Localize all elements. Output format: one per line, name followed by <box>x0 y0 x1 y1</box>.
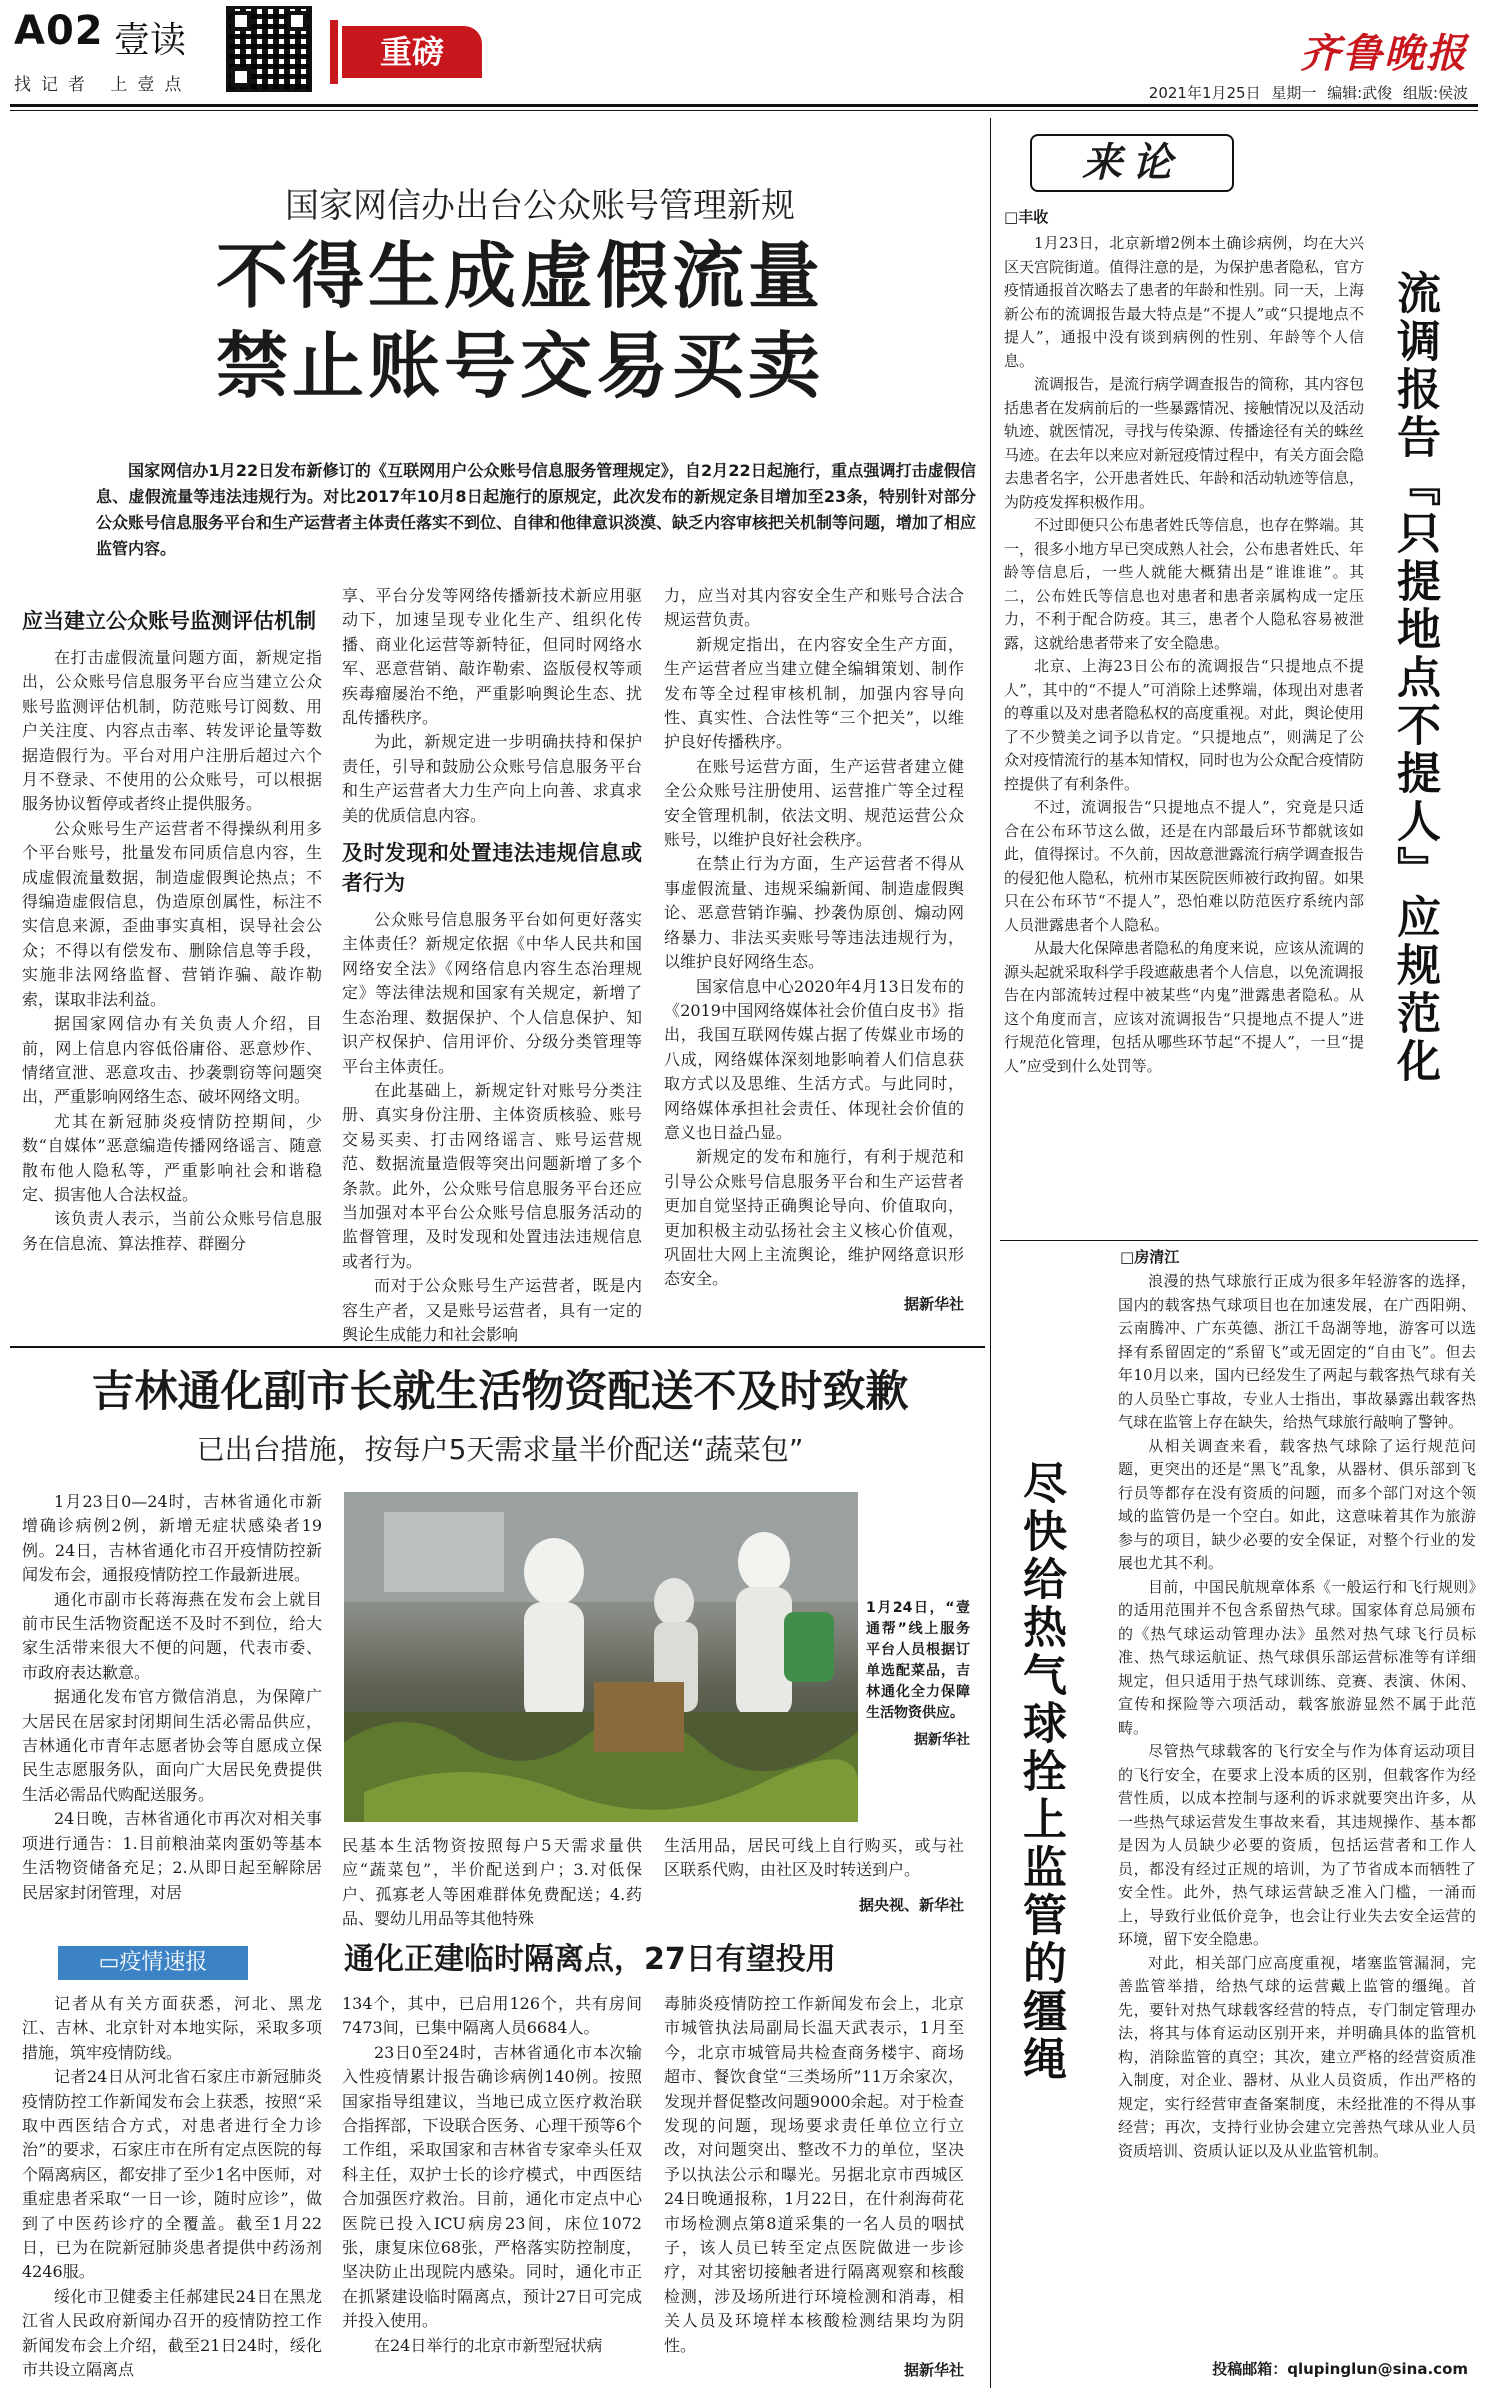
lead-headline-1: 不得生成虚假流量 <box>215 234 824 318</box>
paragraph: 浪漫的热气球旅行正成为很多年轻游客的选择，国内的载客热气球项目也在加速发展，在广西阳朔、云南腾冲、广东英德、浙江千岛湖等地，游客可以选择有系留固定的“系留飞”或无固定的“自由飞”。但去年10月以来，国内已经发生了两起与载客热气球有关的人员坠亡事故，专业人士指出，事故暴露出载客热气球在监管上存在缺失，给热气球旅行敲响了警钟。 <box>1118 1272 1476 1431</box>
paragraph: 公众账号生产运营者不得操纵利用多个平台账号，批量发布同质信息内容，生成虚假流量数据，制造虚假舆论热点；不得编造虚假信息，伪造原创属性，标注不实信息来源，歪曲事实真相，误导社会公众；不得以有偿发布、删除信息等手段，实施非法网络监督、营销诈骗、敲诈勒索，谋取非法利益。 <box>22 818 322 1009</box>
paragraph: 毒肺炎疫情防控工作新闻发布会上，北京市城管执法局副局长温天武表示，1月至今，北京市城管局共检查商务楼宇、商场超市、餐饮食堂“三类场所”11万余家次，发现并督促整改问题9000余起。对于检查发现的问题，现场要求责任单位立行立改，对问题突出、整改不力的单位，坚决予以执法公示和曝光。另据北京市西城区24日晚通报称，1月22日，在什刹海荷花市场检测点第8道采集的一名人员的咽拭子，该人员已转至定点医院做进一步诊疗，对其密切接触者进行隔离观察和核酸检测，涉及场所进行环境检测和消毒，相关人员及环境样本核酸检测结果均为阴性。 <box>664 1994 964 2355</box>
paragraph: 为此，新规定进一步明确扶持和保护责任，引导和鼓励公众账号信息服务平台和生产运营者大力生产向上向善、求真求美的优质信息内容。 <box>342 732 642 825</box>
news-icon: ▭ <box>98 1950 120 1975</box>
author-name: 房清江 <box>1134 1248 1180 1266</box>
paragraph: 在禁止行为方面，生产运营者不得从事虚假流量、违规采编新闻、制造虚假舆论、恶意营销诈骗、抄袭伪原创、煽动网络暴力、非法买卖账号等违法违规行为，以维护良好网络生态。 <box>664 854 964 972</box>
section-tagline: 找记者 上壹点 <box>14 75 192 95</box>
paragraph: 力，应当对其内容安全生产和账号合法合规运营负责。 <box>664 586 964 630</box>
box-icon: □ <box>1004 208 1019 226</box>
epidemic-credit: 据新华社 <box>903 2361 964 2380</box>
opinion-title-2: 尽快给热气球拴上监管的缰绳 <box>1015 1460 1066 2084</box>
paragraph: 1月23日0—24时，吉林省通化市新增确诊病例2例，新增无症状感染者19例。24日，吉林省通化市召开疫情防控新闻发布会，通报疫情防控工作最新进展。 <box>22 1492 322 1585</box>
paragraph: 记者从有关方面获悉，河北、黑龙江、吉林、北京针对本地实际，采取多项措施，筑牢疫情防线。 <box>22 1994 322 2062</box>
paragraph: 尤其在新冠肺炎疫情防控期间，少数“自媒体”恶意编造传播网络谣言、随意散布他人隐私等，严重影响社会和谐稳定、损害他人合法权益。 <box>22 1111 322 1204</box>
opinion-title-1: 流调报告『只提地点不提人』应规范化 <box>1389 270 1440 1086</box>
section-name: 壹读 <box>114 20 187 61</box>
epidemic-label <box>58 1946 248 1980</box>
box-icon: □ <box>1120 1248 1135 1266</box>
lead-summary: 国家网信办1月22日发布新修订的《互联网用户公众账号信息服务管理规定》，自2月22日起施行，重点强调打击虚假信息、虚假流量等违法违规行为。对比2017年10月8日起施行的原规定，此次发布的新规定条目增加至23条，特别针对部分公众账号信息服务平台和生产运营者主体责任落实不到位、自律和他律意识淡漠、缺乏内容审核把关机制等问题，增加了相应监管内容。 <box>96 461 977 558</box>
caption-credit: 据新华社 <box>914 1732 970 1748</box>
paragraph: 绥化市卫健委主任郝建民24日在黑龙江省人民政府新闻办召开的疫情防控工作新闻发布会上介绍，截至21日24时，绥化市共设立隔离点 <box>22 2286 322 2380</box>
lead-headline-2: 禁止账号交易买卖 <box>215 324 824 408</box>
paragraph: 23日0至24时，吉林省通化市本次输入性疫情累计报告确诊病例140例。按照国家指导组建议，当地已成立医疗救治联合指挥部，下设联合医务、心理干预等6个工作组，采取国家和吉林省专家牵头任双科主任，双护士长的诊疗模式，中西医结合加强医疗救治。目前，通化市定点中心医院已投入ICU病房23间，床位1072张，康复床位68张，严格落实防控制度，坚决防止出现院内感染。同时，通化市正在抓紧建设临时隔离点，预计27日可完成并投入使用。 <box>342 2042 642 2331</box>
epidemic-label-text: 疫情速报 <box>119 1950 208 1975</box>
paragraph: 不过，流调报告“只提地点不提人”，究竟是只适合在公布环节这么做，还是在内部最后环节都就该如此，值得探讨。不久前，因故意泄露流行病学调查报告的侵犯他人隐私，杭州市某医院医师被行政拘留。如果只在公布环节“不提人”，恐怕难以防范医疗系统内部人员泄露患者个人隐私。 <box>1004 798 1365 934</box>
paragraph: 北京、上海23日公布的流调报告“只提地点不提人”，其中的“不提人”可消除上述弊端，体现出对患者的尊重以及对患者隐私权的高度重视。对此，舆论使用了不少赞美之词予以肯定。“只提地点”，则满足了公众对疫情流行的基本知情权，同时也为公众配合疫情防控提供了有利条件。 <box>1004 657 1365 793</box>
paragraph: 民基本生活物资按照每户5天需求量供应“蔬菜包”，半价配送到户；3.对低保户、孤寡老人等困难群体免费配送；4.药品、婴幼儿用品等其他特殊 <box>342 1836 642 1929</box>
epidemic-column-2 <box>342 1992 642 2358</box>
opinion-divider <box>1000 1240 1478 1241</box>
paragraph: 从相关调查来看，载客热气球除了运行规范问题，更突出的还是“黑飞”乱象，从器材、俱乐部到飞行员等都存在没有资质的问题，而多个部门对这个领域的监管仍是一个空白。如此，这意味着其作为旅游参与的项目，缺少必要的安全保证，对整个行业的发展也尤其不利。 <box>1118 1436 1476 1572</box>
lead-column-2 <box>342 584 642 1347</box>
paragraph: 24日晚，吉林省通化市再次对相关事项进行通告：1.目前粮油菜肉蛋奶等基本生活物资储备充足；2.从即日起至解除居民居家封闭管理，对居 <box>22 1809 322 1902</box>
paragraph: 生活用品，居民可线上自行购买，或与社区联系代购，由社区及时转送到户。 <box>664 1836 964 1880</box>
paragraph: 在24日举行的北京市新型冠状病 <box>374 2335 603 2355</box>
paragraph: 在账号运营方面，生产运营者建立健全公众账号注册使用、运营推广等全过程安全管理机制，依法文明、规范运营公众账号，以维护良好社会秩序。 <box>664 756 964 850</box>
paragraph: 通化市副市长蒋海燕在发布会上就目前市民生活物资配送不及时不到位，给大家生活带来很大不便的问题，代表市委、市政府表达歉意。 <box>22 1589 322 1682</box>
caption-text: 1月24日，“壹通帮”线上服务平台人员根据订单选配菜品，吉林通化全力保障生活物资供应。 <box>866 1600 970 1721</box>
paragraph: 据国家网信办有关负责人介绍，目前，网上信息内容低俗庸俗、恶意炒作、情绪宣泄、恶意攻击、抄袭剽窃等问题突出，严重影响网络生态、破坏网络文明。 <box>22 1014 322 1107</box>
photo-caption <box>866 1598 970 1751</box>
epidemic-column-3 <box>664 1992 964 2383</box>
lead-column-1 <box>22 596 322 1256</box>
opinion-article-2 <box>1118 1270 1476 2163</box>
paragraph: 尽管热气球载客的飞行安全与作为体育运动项目的飞行安全，在要求上没本质的区别，但载客作为经营性质，以成本控制与逐利的诉求就要突出许多，从一些热气球运营发生事故来看，其违规操作、基本都是因为人员缺少必要的资质，包括运营者和工作人员，都没有经过正规的培训，为了节省成本而牺牲了安全性。此外，热气球运营缺乏准入门槛，一涌而上，导致行业低价竞争，也会让行业失去安全运营的环境，留下安全隐患。 <box>1118 1742 1476 1948</box>
jilin-photo <box>344 1492 858 1822</box>
paragraph: 记者24日从河北省石家庄市新冠肺炎疫情防控工作新闻发布会上获悉，按照“采取中西医结合方式，对患者进行全力诊治”的要求，石家庄市在所有定点医院的每个隔离病区，都安排了至少1名中医师，对重症患者采取“一日一诊，随时应诊”，做到了中医药诊疗的全覆盖。截至1月22日，已为在院新冠肺炎患者提供中药汤剂4246服。 <box>22 2067 322 2282</box>
paragraph: 从最大化保障患者隐私的角度来说，应该从流调的源头起就采取科学手段遮蔽患者个人信息，以免流调报告在内部流转过程中被某些“内鬼”泄露患者隐私。从这个角度而言，应该对流调报告“只提地点不提人”进行规范化管理，包括从哪些环节起“不提人”，一旦“提人”应受到什么处罚等。 <box>1004 939 1365 1075</box>
jilin-credit: 据央视、新华社 <box>858 1895 964 1914</box>
paragraph: 134个，其中，已启用126个，共有房间7473间，已集中隔离人员6684人。 <box>342 1994 642 2038</box>
paragraph: 在打击虚假流量问题方面，新规定指出，公众账号信息服务平台应当建立公众账号监测评估机制，防范账号订阅数、用户关注度、内容点击率、转发评论量等数据造假行为。平台对用户注册后超过六个月不登录、不使用的公众账号，可以根据服务协议暂停或者终止提供服务。 <box>22 648 322 814</box>
jilin-column-2 <box>342 1834 642 1932</box>
newspaper-logo: 齐鲁晚报 <box>1300 31 1468 77</box>
section-tag: 重磅 <box>342 26 482 78</box>
jilin-subhead: 已出台措施，按每户5天需求量半价配送“蔬菜包” <box>196 1433 804 1466</box>
epidemic-column-1 <box>22 1992 322 2383</box>
paragraph: 不过即便只公布患者姓氏等信息，也存在弊端。其一，很多小地方早已突成熟人社会，公布患者姓氏、年龄等信息后，一些人就能大概猜出是“谁谁谁”。其二，公布姓氏等信息也对患者和患者亲属构成一定压力，不利于配合防疫。其三，患者个人隐私容易被泄露，这就给患者带来了安全隐患。 <box>1004 516 1365 652</box>
page-number: A02 <box>14 8 104 54</box>
paragraph: 该负责人表示，当前公众账号信息服务在信息流、算法推荐、群圈分 <box>22 1209 322 1253</box>
lead-subhead-2: 及时发现和处置违法违规信息或者行为 <box>342 841 642 896</box>
jilin-column-1 <box>22 1490 322 1905</box>
jilin-headline: 吉林通化副市长就生活物资配送不及时致歉 <box>91 1367 909 1417</box>
header-rule <box>10 104 1478 107</box>
paragraph: 目前，中国民航规章体系《一般运行和飞行规则》的适用范围并不包含系留热气球。国家体育总局颁布的《热气球运动管理办法》虽然对热气球飞行员标准、热气球运航证、热气球俱乐部运营标准等有详细规定，但只适用于热气球训练、竞赛、表演、休闲、宣传和探险等六项活动，载客旅游显然不属于此范畴。 <box>1118 1577 1476 1737</box>
paragraph: 享、平台分发等网络传播新技术新应用驱动下，加速呈现专业化生产、组织化传播、商业化运营等新特征，但同时网络水军、恶意营销、敲诈勒索、盗版侵权等顽疾毒瘤屡治不绝，严重影响舆论生态、扰乱传播秩序。 <box>342 586 642 728</box>
issue-meta: 2021年1月25日 星期一 编辑:武俊 组版:侯波 <box>1148 84 1468 102</box>
epidemic-headline: 通化正建临时隔离点，27日有望投用 <box>344 1942 836 1977</box>
opinion-author-1 <box>1004 206 1048 227</box>
lead-column-3 <box>664 584 964 1316</box>
lead-subhead-1: 应当建立公众账号监测评估机制 <box>22 609 316 633</box>
lead-kicker: 国家网信办出台公众账号管理新规 <box>285 186 795 226</box>
volunteers-packing-vegetables-image <box>344 1492 858 1822</box>
jilin-column-3 <box>664 1834 964 1917</box>
author-name: 丰收 <box>1018 208 1049 226</box>
paragraph: 新规定的发布和施行，有利于规范和引导公众账号信息服务平台和生产运营者更加自觉坚持正确舆论导向、价值取向，更加积极主动弘扬社会主义核心价值观，巩固壮大网上主流舆论，维护网络意识形态安全。 <box>664 1147 964 1289</box>
opinion-masthead: 来论 <box>1030 134 1234 192</box>
section-divider <box>10 1346 985 1348</box>
paragraph: 而对于公众账号生产运营者，既是内容生产者，又是账号运营者，具有一定的舆论生成能力和社会影响 <box>342 1276 642 1344</box>
paragraph: 1月23日，北京新增2例本土确诊病例，均在大兴区天宫院街道。值得注意的是，为保护患者隐私，官方疫情通报首次略去了患者的年龄和性别。同一天，上海新公布的流调报告最大特点是“不提人”或“只提地点不提人”，通报中没有谈到病例的性别、年龄等个人信息。 <box>1004 234 1365 370</box>
lead-credit: 据新华社 <box>903 1294 964 1313</box>
opinion-author-2 <box>1120 1246 1179 1267</box>
tag-accent-bar <box>330 20 338 84</box>
contact-email[interactable]: 投稿邮箱：qlupinglun@sina.com <box>1212 2360 1468 2378</box>
paragraph: 新规定指出，在内容安全生产方面，生产运营者应当建立健全编辑策划、制作发布等全过程审核机制，加强内容导向性、真实性、合法性等“三个把关”，以维护良好传播秩序。 <box>664 634 964 752</box>
paragraph: 在此基础上，新规定针对账号分类注册、真实身份注册、主体资质核验、账号交易买卖、打击网络谣言、账号运营规范、数据流量造假等突出问题新增了多个条款。此外，公众账号信息服务平台还应当加强对本平台公众账号信息服务活动的监督管理，及时发现和处置违法违规信息或者行为。 <box>342 1080 642 1271</box>
header-rule-thin <box>10 110 1478 111</box>
paragraph: 据通化发布官方微信消息，为保障广大居民在居家封闭期间生活必需品供应，吉林通化市青年志愿者协会等自愿成立保民生志愿服务队，面向广大居民免费提供生活必需品代购配送服务。 <box>22 1687 322 1804</box>
paragraph: 公众账号信息服务平台如何更好落实主体责任？新规定依据《中华人民共和国网络安全法》《网络信息内容生态治理规定》等法律法规和国家有关规定，新增了生态治理、数据保护、个人信息保护、知识产权保护、信用评价、分级分类管理等平台主体责任。 <box>342 910 642 1076</box>
paragraph: 国家信息中心2020年4月13日发布的《2019中国网络媒体社会价值白皮书》指出，我国互联网传媒占据了传媒业市场的八成，网络媒体深刻地影响着人们信息获取方式以及思维、生活方式。与此同时，网络媒体承担社会责任、体现社会价值的意义也日益凸显。 <box>664 976 964 1142</box>
column-divider <box>990 118 991 2388</box>
paragraph: 流调报告，是流行病学调查报告的简称，其内容包括患者在发病前后的一些暴露情况、接触情况以及活动轨迹、就医情况，寻找与传染源、传播途径有关的蛛丝马迹。在去年以来应对新冠疫情过程中，有关方面会隐去患者名字，公开患者姓氏、年龄和活动轨迹等信息，为防疫发挥积极作用。 <box>1004 375 1365 511</box>
opinion-article-1 <box>1004 232 1364 1078</box>
qr-code-icon[interactable] <box>226 6 312 92</box>
paragraph: 对此，相关部门应高度重视，堵塞监管漏洞，完善监管举措，给热气球的运营戴上监管的缰绳。首先，要针对热气球载客经营的特点，专门制定管理办法，将其与体育运动区别开来，并明确具体的监管机构，消除监管的真空；其次，建立严格的经营资质准入制度，对企业、器材、从业人员资质，作出严格的规定，实行经营审查备案制度，未经批准的不得从事经营；再次，支持行业协会建立完善热气球从业人员资质培训、资质认证以及从业监管机制。 <box>1118 1953 1476 2160</box>
